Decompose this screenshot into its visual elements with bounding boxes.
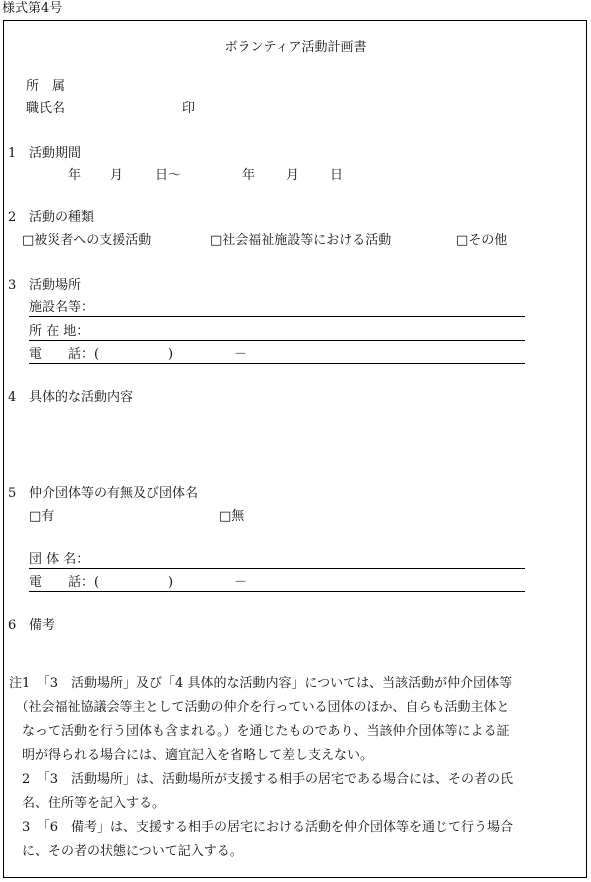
note-line-4: 明が得られる場合には、適宜記入を省略して差し支えない。 bbox=[9, 748, 374, 763]
activity-type-option-disaster[interactable]: □被災者への支援活動 bbox=[22, 233, 152, 248]
period-start-month: 月 bbox=[110, 168, 124, 183]
section-1-heading: 活動期間 bbox=[29, 146, 82, 161]
form-title: ボランティア活動計画書 bbox=[224, 40, 367, 55]
section-6-number: 6 bbox=[8, 618, 17, 633]
note-line-2: （社会福祉協議会等主として活動の仲介を行っている団体のほか、自らも活動主体と bbox=[9, 700, 510, 715]
address-label: 所 在 地： bbox=[29, 324, 90, 339]
intermediary-no-option[interactable]: □無 bbox=[219, 509, 245, 524]
activity-type-option-other[interactable]: □その他 bbox=[456, 233, 508, 248]
period-end-year: 年 bbox=[242, 168, 256, 183]
org-phone-close-paren: ) bbox=[168, 575, 174, 590]
period-end-day: 日 bbox=[330, 168, 344, 183]
org-phone-line[interactable] bbox=[29, 591, 525, 592]
affiliation-label: 所 属 bbox=[26, 79, 66, 94]
staff-name-label: 職氏名 bbox=[26, 101, 66, 116]
section-5-heading: 仲介団体等の有無及び団体名 bbox=[29, 486, 199, 501]
section-4-number: 4 bbox=[8, 390, 17, 405]
note-line-5: 2 「3 活動場所」は、活動場所が支援する相手の居宅である場合には、その者の氏 bbox=[9, 772, 514, 787]
section-4-heading: 具体的な活動内容 bbox=[29, 390, 134, 405]
section-2-heading: 活動の種類 bbox=[29, 210, 95, 225]
section-2-number: 2 bbox=[8, 210, 17, 225]
organization-name-label: 団 体 名： bbox=[29, 552, 90, 567]
note-line-8: に、その者の状態について記入する。 bbox=[9, 844, 243, 859]
note-line-1: 注1 「3 活動場所」及び「4 具体的な活動内容」については、当該活動が仲介団体等 bbox=[9, 676, 513, 691]
intermediary-yes-option[interactable]: □有 bbox=[29, 509, 55, 524]
period-start-day: 日〜 bbox=[155, 168, 182, 183]
address-line[interactable] bbox=[29, 340, 525, 341]
period-end-month: 月 bbox=[286, 168, 300, 183]
note-line-3: なって活動を行う団体も含まれる。）を通じたものであり、当該仲介団体等による証 bbox=[9, 724, 510, 739]
note-line-7: 3 「6 備考」は、支援する相手の居宅における活動を仲介団体等を通じて行う場合 bbox=[9, 820, 514, 835]
facility-name-line[interactable] bbox=[29, 316, 525, 317]
org-phone-label: 電 話：( bbox=[29, 575, 100, 590]
facility-name-label: 施設名等： bbox=[29, 300, 95, 315]
period-start-year: 年 bbox=[68, 168, 82, 183]
section-6-heading: 備考 bbox=[29, 618, 56, 633]
section-1-number: 1 bbox=[8, 146, 17, 161]
organization-name-line[interactable] bbox=[29, 568, 525, 569]
org-phone-dash: － bbox=[234, 575, 248, 590]
section-3-heading: 活動場所 bbox=[29, 278, 82, 293]
seal-mark: 印 bbox=[182, 101, 196, 116]
phone-label: 電 話：( bbox=[29, 347, 100, 362]
section-5-number: 5 bbox=[8, 486, 17, 501]
section-3-number: 3 bbox=[8, 278, 17, 293]
note-line-6: 名、住所等を記入する。 bbox=[9, 796, 166, 811]
form-number-label: 様式第4号 bbox=[2, 1, 63, 16]
activity-type-option-welfare[interactable]: □社会福祉施設等における活動 bbox=[210, 233, 392, 248]
phone-close-paren: ) bbox=[168, 347, 174, 362]
phone-line[interactable] bbox=[29, 363, 525, 364]
phone-dash: － bbox=[234, 347, 248, 362]
